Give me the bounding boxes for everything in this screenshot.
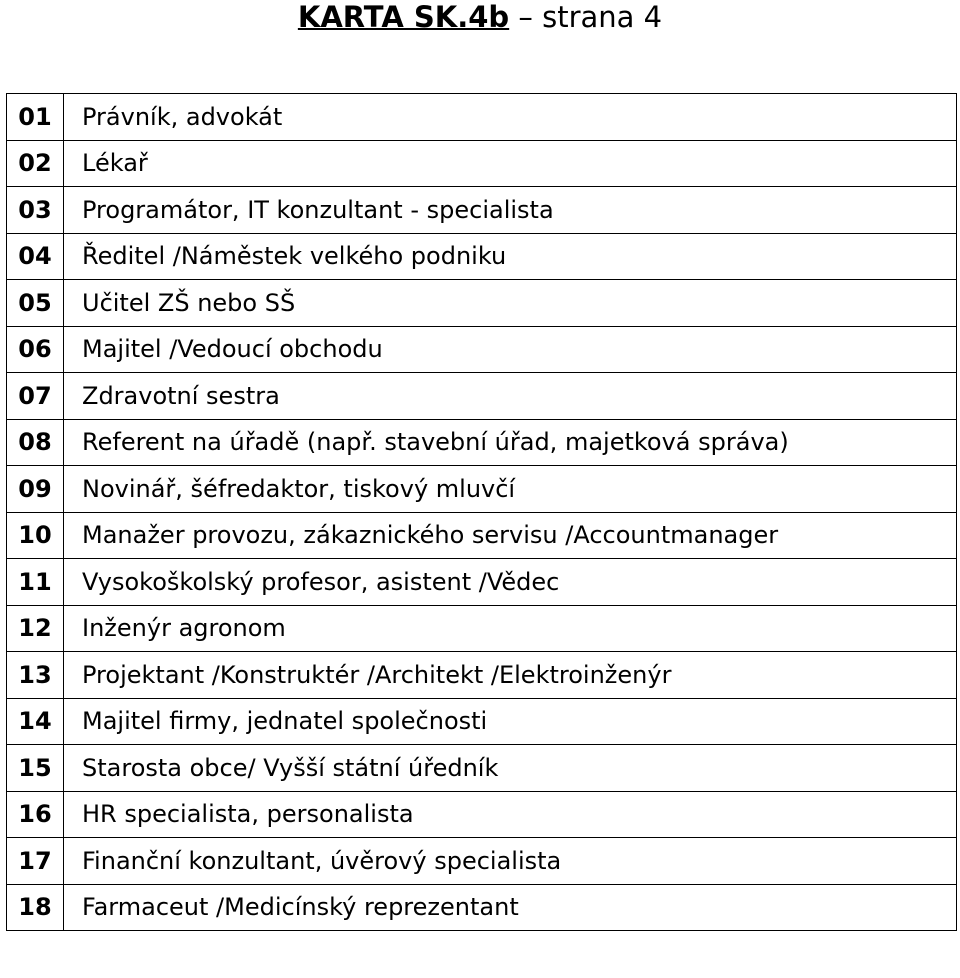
row-label: Finanční konzultant, úvěrový specialista — [64, 838, 957, 885]
table-row — [7, 233, 957, 280]
row-code: 03 — [7, 187, 64, 234]
occupation-table — [6, 93, 957, 931]
row-code: 16 — [7, 791, 64, 838]
row-code: 02 — [7, 140, 64, 187]
card-title: KARTA SK.4b — [297, 0, 510, 34]
row-code: 15 — [7, 745, 64, 792]
row-code: 10 — [7, 512, 64, 559]
page-number: strana 4 — [542, 0, 663, 34]
table-row — [7, 373, 957, 420]
row-label: Právník, advokát — [64, 94, 957, 141]
row-code: 08 — [7, 419, 64, 466]
row-label: Manažer provozu, zákaznického servisu /Accountmanager — [64, 512, 957, 559]
row-label: Lékař — [64, 140, 957, 187]
row-label: Farmaceut /Medicínský reprezentant — [64, 884, 957, 931]
table-row — [7, 791, 957, 838]
row-code: 12 — [7, 605, 64, 652]
row-label: Učitel ZŠ nebo SŠ — [64, 280, 957, 327]
row-code: 13 — [7, 652, 64, 699]
table-row — [7, 94, 957, 141]
row-code: 11 — [7, 559, 64, 606]
row-label: Zdravotní sestra — [64, 373, 957, 420]
row-code: 06 — [7, 326, 64, 373]
row-code: 14 — [7, 698, 64, 745]
row-label: Ředitel /Náměstek velkého podniku — [64, 233, 957, 280]
row-label: HR specialista, personalista — [64, 791, 957, 838]
row-label: Projektant /Konstruktér /Architekt /Elektroinženýr — [64, 652, 957, 699]
table-row — [7, 698, 957, 745]
row-code: 05 — [7, 280, 64, 327]
row-label: Novinář, šéfredaktor, tiskový mluvčí — [64, 466, 957, 513]
row-code: 18 — [7, 884, 64, 931]
row-label: Starosta obce/ Vyšší státní úředník — [64, 745, 957, 792]
row-label: Majitel firmy, jednatel společnosti — [64, 698, 957, 745]
row-code: 04 — [7, 233, 64, 280]
table-row — [7, 280, 957, 327]
row-code: 09 — [7, 466, 64, 513]
table-row — [7, 187, 957, 234]
row-code: 07 — [7, 373, 64, 420]
row-label: Referent na úřadě (např. stavební úřad, majetková správa) — [64, 419, 957, 466]
row-label: Vysokoškolský profesor, asistent /Vědec — [64, 559, 957, 606]
title-separator: – — [518, 0, 533, 34]
table-row — [7, 745, 957, 792]
table-row — [7, 884, 957, 931]
table-row — [7, 652, 957, 699]
occupation-table-body — [7, 94, 957, 931]
table-row — [7, 466, 957, 513]
table-row — [7, 512, 957, 559]
row-code: 01 — [7, 94, 64, 141]
row-code: 17 — [7, 838, 64, 885]
table-row — [7, 838, 957, 885]
table-row — [7, 140, 957, 187]
table-row — [7, 326, 957, 373]
table-row — [7, 605, 957, 652]
row-label: Inženýr agronom — [64, 605, 957, 652]
table-row — [7, 419, 957, 466]
page-header — [0, 0, 960, 40]
row-label: Majitel /Vedoucí obchodu — [64, 326, 957, 373]
row-label: Programátor, IT konzultant - specialista — [64, 187, 957, 234]
table-row — [7, 559, 957, 606]
